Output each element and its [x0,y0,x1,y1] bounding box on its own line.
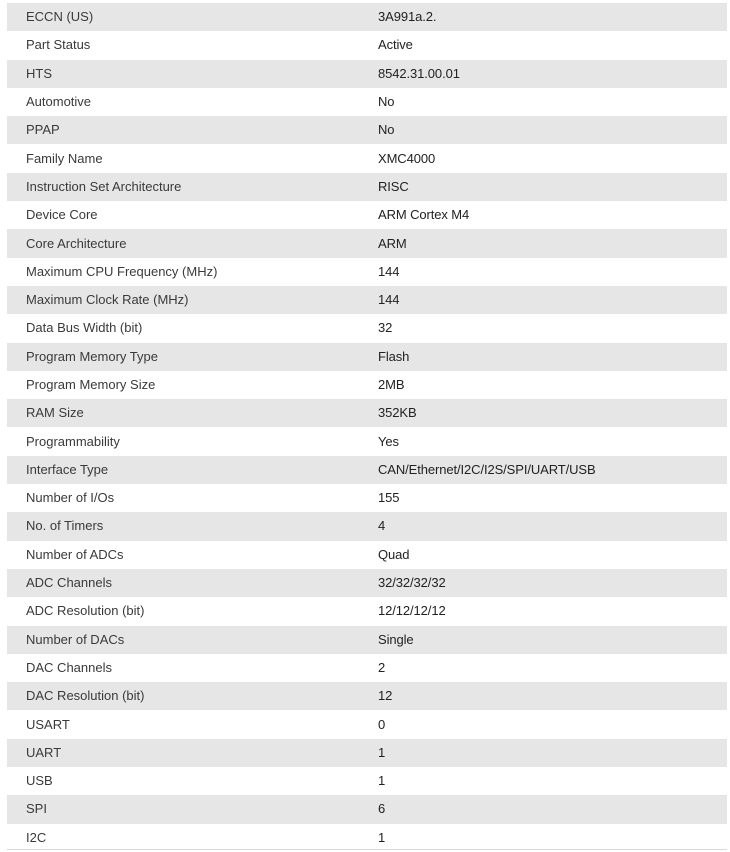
spec-label: Number of ADCs [7,541,378,569]
spec-value: 12 [378,682,727,710]
spec-row [7,3,727,31]
spec-label: Data Bus Width (bit) [7,314,378,342]
spec-value: 144 [378,286,727,314]
spec-value: Single [378,626,727,654]
spec-value: 32/32/32/32 [378,569,727,597]
spec-value: 8542.31.00.01 [378,60,727,88]
spec-row [7,484,727,512]
spec-row [7,710,727,738]
spec-label: Number of I/Os [7,484,378,512]
spec-value: 1 [378,767,727,795]
spec-table-body [7,3,727,852]
spec-label: Instruction Set Architecture [7,173,378,201]
spec-label: USART [7,710,378,738]
spec-label: Core Architecture [7,229,378,257]
spec-row [7,201,727,229]
spec-label: RAM Size [7,399,378,427]
spec-row [7,541,727,569]
spec-value: 155 [378,484,727,512]
spec-label: Maximum Clock Rate (MHz) [7,286,378,314]
spec-row [7,258,727,286]
spec-value: 32 [378,314,727,342]
spec-label: Interface Type [7,456,378,484]
spec-value: 144 [378,258,727,286]
spec-value: 352KB [378,399,727,427]
spec-row [7,286,727,314]
spec-row [7,682,727,710]
spec-label: Program Memory Type [7,343,378,371]
spec-value: RISC [378,173,727,201]
spec-label: DAC Channels [7,654,378,682]
spec-row [7,456,727,484]
spec-label: USB [7,767,378,795]
spec-row [7,144,727,172]
spec-label: I2C [7,824,378,852]
spec-value: Quad [378,541,727,569]
spec-row [7,767,727,795]
spec-value: 0 [378,710,727,738]
spec-label: ADC Resolution (bit) [7,597,378,625]
spec-label: ADC Channels [7,569,378,597]
spec-row [7,371,727,399]
spec-label: Family Name [7,144,378,172]
spec-label: Program Memory Size [7,371,378,399]
spec-value: Flash [378,343,727,371]
spec-value: ARM [378,229,727,257]
spec-value: No [378,116,727,144]
spec-label: Programmability [7,427,378,455]
spec-row [7,399,727,427]
spec-row [7,654,727,682]
spec-value: CAN/Ethernet/I2C/I2S/SPI/UART/USB [378,456,727,484]
spec-label: No. of Timers [7,512,378,540]
spec-row [7,173,727,201]
spec-value: 2MB [378,371,727,399]
spec-row [7,626,727,654]
spec-value: Active [378,31,727,59]
spec-row [7,116,727,144]
spec-row [7,739,727,767]
spec-label: HTS [7,60,378,88]
spec-row [7,31,727,59]
spec-row [7,314,727,342]
spec-value: XMC4000 [378,144,727,172]
spec-value: 1 [378,824,727,852]
spec-value: ARM Cortex M4 [378,201,727,229]
spec-row [7,795,727,823]
spec-value: 1 [378,739,727,767]
spec-label: Device Core [7,201,378,229]
spec-row [7,569,727,597]
spec-row [7,512,727,540]
spec-label: DAC Resolution (bit) [7,682,378,710]
spec-value: 2 [378,654,727,682]
spec-label: ECCN (US) [7,3,378,31]
spec-table [7,3,727,852]
spec-value: 6 [378,795,727,823]
spec-row [7,88,727,116]
spec-label: Number of DACs [7,626,378,654]
spec-value: Yes [378,427,727,455]
spec-label: PPAP [7,116,378,144]
spec-row [7,60,727,88]
spec-row [7,343,727,371]
spec-label: SPI [7,795,378,823]
spec-row [7,427,727,455]
spec-value: 3A991a.2. [378,3,727,31]
spec-label: Automotive [7,88,378,116]
spec-value: No [378,88,727,116]
spec-row [7,597,727,625]
spec-label: Maximum CPU Frequency (MHz) [7,258,378,286]
spec-label: Part Status [7,31,378,59]
spec-value: 12/12/12/12 [378,597,727,625]
spec-row [7,824,727,852]
spec-label: UART [7,739,378,767]
spec-value: 4 [378,512,727,540]
spec-row [7,229,727,257]
